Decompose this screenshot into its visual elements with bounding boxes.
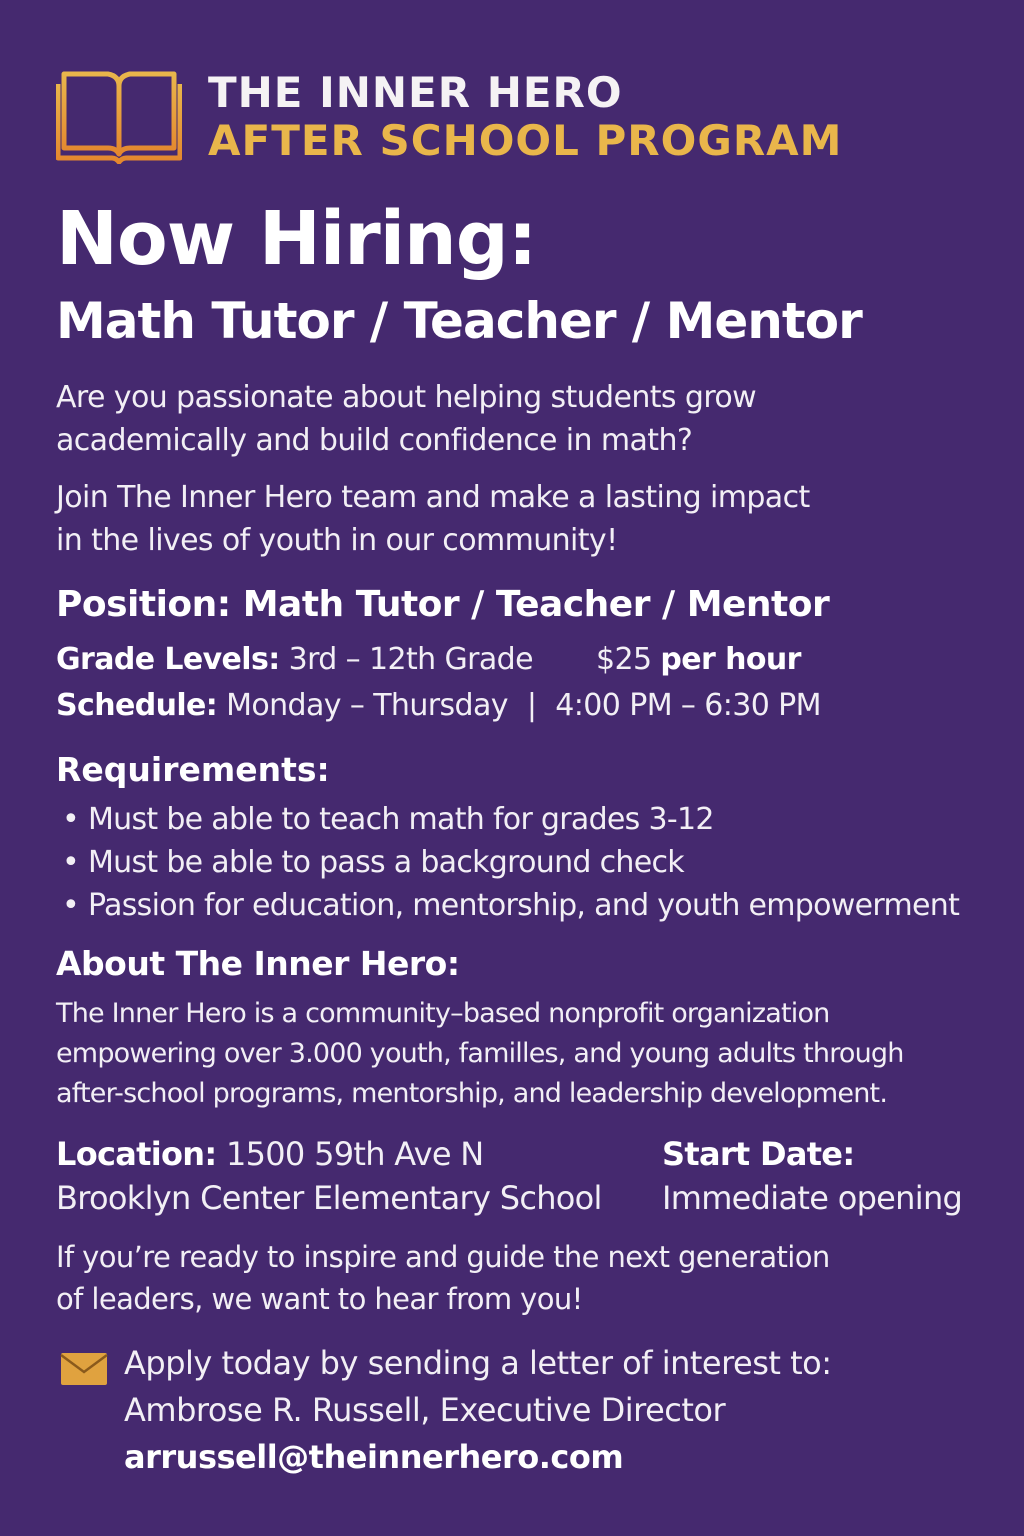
- requirement-text: Passion for education, mentorship, and youth empowerment: [88, 888, 960, 923]
- location-address: 1500 59th Ave N: [225, 1135, 484, 1173]
- requirement-text: Must be able to teach math for grades 3-12: [88, 802, 714, 837]
- start-value: Immediate opening: [662, 1179, 963, 1217]
- bullet-icon: •: [62, 845, 79, 880]
- about-line: after-school programs, mentorship, and leadership development.: [56, 1078, 888, 1109]
- schedule-time: 4:00 PM – 6:30 PM: [555, 688, 821, 723]
- apply-line: Apply today by sending a letter of interest to:: [124, 1344, 832, 1382]
- header: [56, 66, 976, 166]
- open-book-icon: [56, 68, 182, 164]
- intro-line: academically and build confidence in math?: [56, 423, 693, 458]
- pay-amount: $25: [596, 642, 652, 677]
- intro-line: in the lives of youth in our community!: [56, 523, 618, 558]
- list-item: [62, 884, 1002, 927]
- intro-line: Are you passionate about helping students grow: [56, 380, 757, 415]
- schedule-separator: |: [526, 688, 537, 723]
- start-date: [662, 1132, 962, 1220]
- position-title: Position: Math Tutor / Teacher / Mentor: [56, 584, 830, 625]
- requirements-title: Requirements:: [56, 750, 330, 789]
- requirement-text: Must be able to pass a background check: [88, 845, 684, 880]
- pay-rate: [596, 642, 801, 677]
- intro-paragraph-2: [56, 476, 810, 562]
- about-text: [56, 994, 986, 1114]
- apply-contact: Ambrose R. Russell, Executive Director: [124, 1391, 726, 1429]
- location-line: [56, 1132, 602, 1176]
- program-name: AFTER SCHOOL PROGRAM: [208, 116, 843, 165]
- subheadline: Math Tutor / Teacher / Mentor: [56, 292, 862, 350]
- closing-line: of leaders, we want to hear from you!: [56, 1282, 583, 1316]
- schedule-days: Monday – Thursday: [226, 688, 508, 723]
- bullet-icon: •: [62, 888, 79, 923]
- start-label: Start Date:: [662, 1135, 855, 1173]
- grade-value: 3rd – 12th Grade: [288, 642, 533, 677]
- closing-line: If you’re ready to inspire and guide the next generation: [56, 1240, 830, 1274]
- about-title: About The Inner Hero:: [56, 944, 460, 983]
- about-line: empowering over 3.000 youth, familles, and young adults through: [56, 1038, 904, 1069]
- schedule-label: Schedule:: [56, 688, 218, 723]
- apply-email-link[interactable]: arrussell@theinnerhero.com: [124, 1438, 624, 1476]
- envelope-icon: [60, 1352, 108, 1386]
- headline: Now Hiring:: [56, 196, 537, 282]
- closing-text: [56, 1236, 830, 1320]
- grade-levels: [56, 642, 533, 677]
- grade-label: Grade Levels:: [56, 642, 280, 677]
- location-label: Location:: [56, 1135, 217, 1173]
- apply-info: [124, 1340, 832, 1481]
- list-item: [62, 841, 1002, 884]
- requirements-list: [62, 798, 1002, 927]
- org-name: THE INNER HERO: [208, 68, 623, 117]
- about-line: The Inner Hero is a community–based nonprofit organization: [56, 998, 830, 1029]
- intro-line: Join The Inner Hero team and make a lasting impact: [56, 480, 810, 515]
- schedule: [56, 688, 821, 723]
- location: [56, 1132, 602, 1220]
- bullet-icon: •: [62, 802, 79, 837]
- list-item: [62, 798, 1002, 841]
- intro-paragraph-1: [56, 376, 756, 462]
- location-place: Brooklyn Center Elementary School: [56, 1179, 602, 1217]
- pay-unit: per hour: [660, 642, 801, 677]
